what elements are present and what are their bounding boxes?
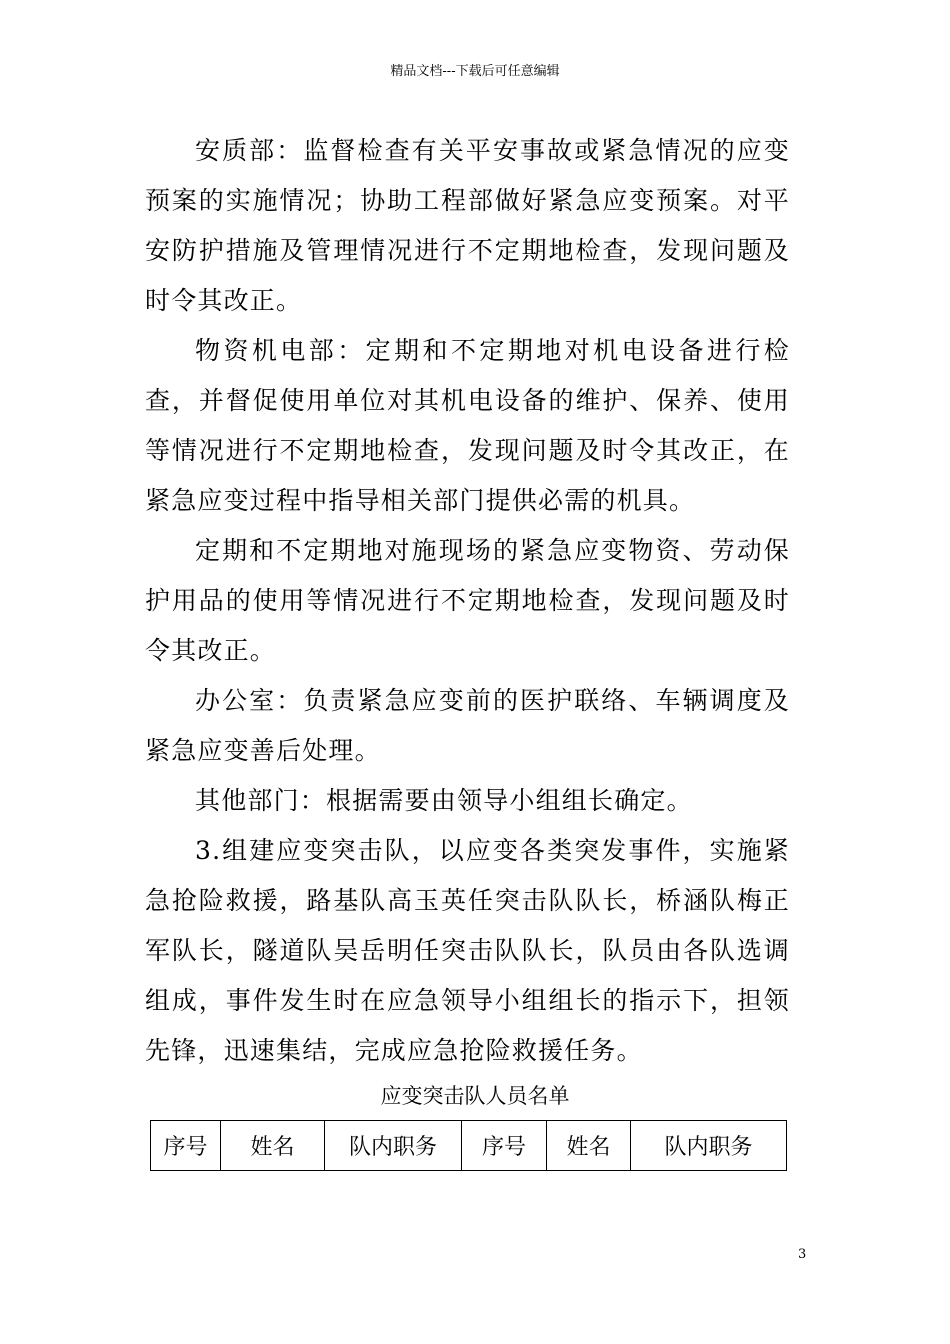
table-title: 应变突击队人员名单 (380, 1084, 570, 1108)
page-number: 3 (798, 1247, 807, 1262)
header-cell-role: 队内职务 (325, 1121, 462, 1171)
header-cell-name-2: 姓名 (547, 1121, 631, 1171)
paragraph-site-inspection: 定期和不定期地对施现场的紧急应变物资、劳动保护用品的使用等情况进行不定期地检查，发现问题及时令其改正。 (145, 536, 790, 665)
header-cell-index: 序号 (151, 1121, 221, 1171)
paragraph-emergency-team: 3.组建应变突击队，以应变各类突发事件，实施紧急抢险救援，路基队高玉英任突击队队长，桥涵队梅正军队长，隧道队吴岳明任突击队队长，队员由各队选调组成，事件发生时在应急领导小组组长的指示下，担领先锋，迅速集结，完成应急抢险救援任务。 (145, 836, 790, 1065)
table-header-row (151, 1121, 787, 1171)
document-body (145, 126, 790, 1076)
roster-table (150, 1120, 787, 1171)
header-cell-role-2: 队内职务 (631, 1121, 787, 1171)
paragraph-safety-dept: 安质部：监督检查有关平安事故或紧急情况的应变预案的实施情况；协助工程部做好紧急应变预案。对平安防护措施及管理情况进行不定期地检查，发现问题及时令其改正。 (145, 136, 790, 315)
header-cell-index-2: 序号 (462, 1121, 547, 1171)
header-cell-name: 姓名 (221, 1121, 325, 1171)
paragraph-other-depts: 其他部门：根据需要由领导小组组长确定。 (195, 786, 693, 815)
paragraph-materials-dept: 物资机电部：定期和不定期地对机电设备进行检查，并督促使用单位对其机电设备的维护、保养、使用等情况进行不定期地检查，发现问题及时令其改正，在紧急应变过程中指导相关部门提供必需的机具。 (145, 336, 790, 515)
page-header: 精品文档---下载后可任意编辑 (390, 64, 560, 79)
paragraph-office: 办公室：负责紧急应变前的医护联络、车辆调度及紧急应变善后处理。 (145, 686, 790, 765)
